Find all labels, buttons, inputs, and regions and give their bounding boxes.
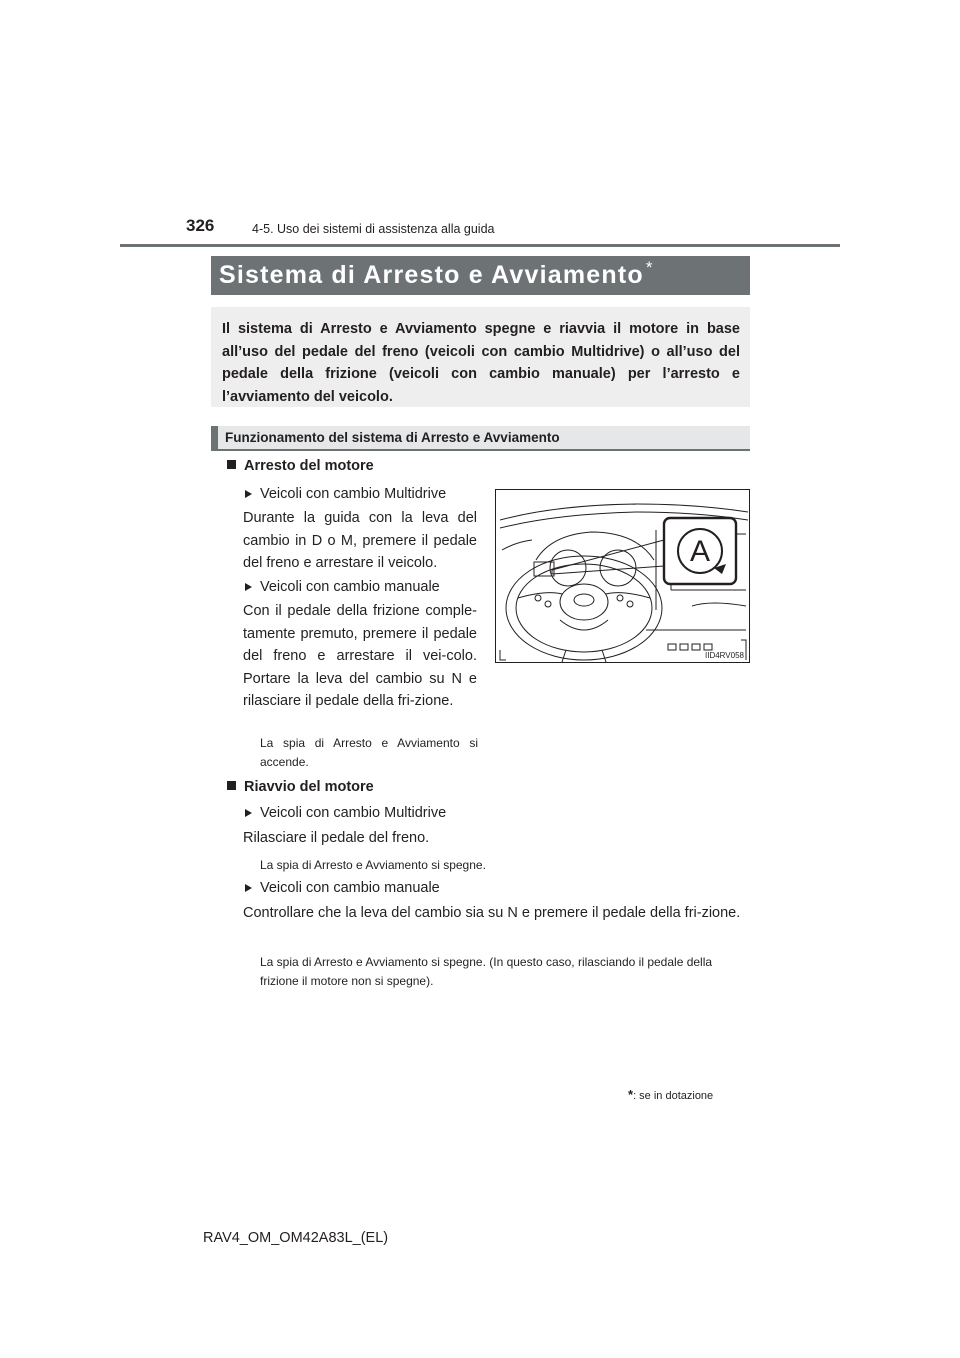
restart-multidrive-label-text: Veicoli con cambio Multidrive: [260, 805, 447, 821]
triangle-bullet-icon: [245, 490, 252, 498]
stop-multidrive-label-text: Veicoli con cambio Multidrive: [260, 486, 447, 502]
asterisk-icon: *: [645, 258, 654, 277]
restart-heading: [227, 779, 374, 795]
restart-manual-label-text: Veicoli con cambio manuale: [260, 880, 440, 896]
triangle-bullet-icon: [245, 809, 252, 817]
section-title: 4-5. Uso dei sistemi di assistenza alla guida: [252, 222, 495, 236]
restart-manual-label: [245, 880, 440, 896]
steering-wheel-drawing: [496, 490, 750, 663]
title-bar: [211, 256, 750, 295]
square-bullet-icon: [227, 460, 236, 469]
triangle-bullet-icon: [245, 583, 252, 591]
stop-heading: [227, 458, 374, 474]
restart-multidrive-note: La spia di Arresto e Avviamento si spegne.: [260, 858, 486, 872]
document-id: RAV4_OM_OM42A83L_(EL): [203, 1230, 389, 1246]
restart-manual-text: Controllare che la leva del cambio sia su N e premere il pedale della fri-zione.: [243, 905, 741, 921]
callout-letter: A: [689, 535, 711, 568]
footnote: [628, 1087, 713, 1102]
figure-code: IID4RV058: [705, 651, 744, 660]
footnote-text: : se in dotazione: [633, 1090, 714, 1102]
subheading-bar: [211, 426, 750, 451]
restart-multidrive-label: [245, 805, 446, 821]
square-bullet-icon: [227, 781, 236, 790]
page-number: 326: [186, 216, 215, 235]
dashboard-illustration: [495, 489, 750, 663]
stop-heading-text: Arresto del motore: [244, 458, 374, 474]
subheading-text: Funzionamento del sistema di Arresto e Avviamento: [225, 430, 560, 445]
restart-multidrive-text: Rilasciare il pedale del freno.: [243, 830, 430, 846]
intro-box: Il sistema di Arresto e Avviamento spegne e riavvia il motore in base all’uso del pedale del freno (veicoli con cambio Multidrive) o all’uso del pedale della frizione (veicoli con cambio manuale) per l’arresto e l’avviamento del veicolo.: [211, 307, 750, 407]
restart-manual-note: La spia di Arresto e Avviamento si spegne. (In questo caso, rilasciando il pedale della frizione il motore non si spegne).: [260, 955, 713, 988]
stop-multidrive-label: [245, 486, 446, 502]
subheading-marker: [211, 426, 218, 449]
stop-note: La spia di Arresto e Avviamento si accende.: [260, 736, 478, 769]
stop-multidrive-text: Durante la guida con la leva del cambio in D o M, premere il pedale del freno e arrestare il veicolo.: [243, 510, 477, 571]
stop-manual-label: [245, 579, 440, 595]
page-title: [219, 258, 654, 289]
asterisk-icon: *: [628, 1087, 634, 1102]
stop-manual-label-text: Veicoli con cambio manuale: [260, 579, 440, 595]
triangle-bullet-icon: [245, 884, 252, 892]
title-text: Sistema di Arresto e Avviamento: [219, 261, 644, 289]
stop-manual-text: Con il pedale della frizione comple-tamente premuto, premere il pedale del freno e arrestare il vei-colo. Portare la leva del cambio su N e rilasciare il pedale della fri-zione.: [243, 603, 477, 709]
restart-heading-text: Riavvio del motore: [244, 779, 374, 795]
header-rule: [120, 244, 840, 247]
